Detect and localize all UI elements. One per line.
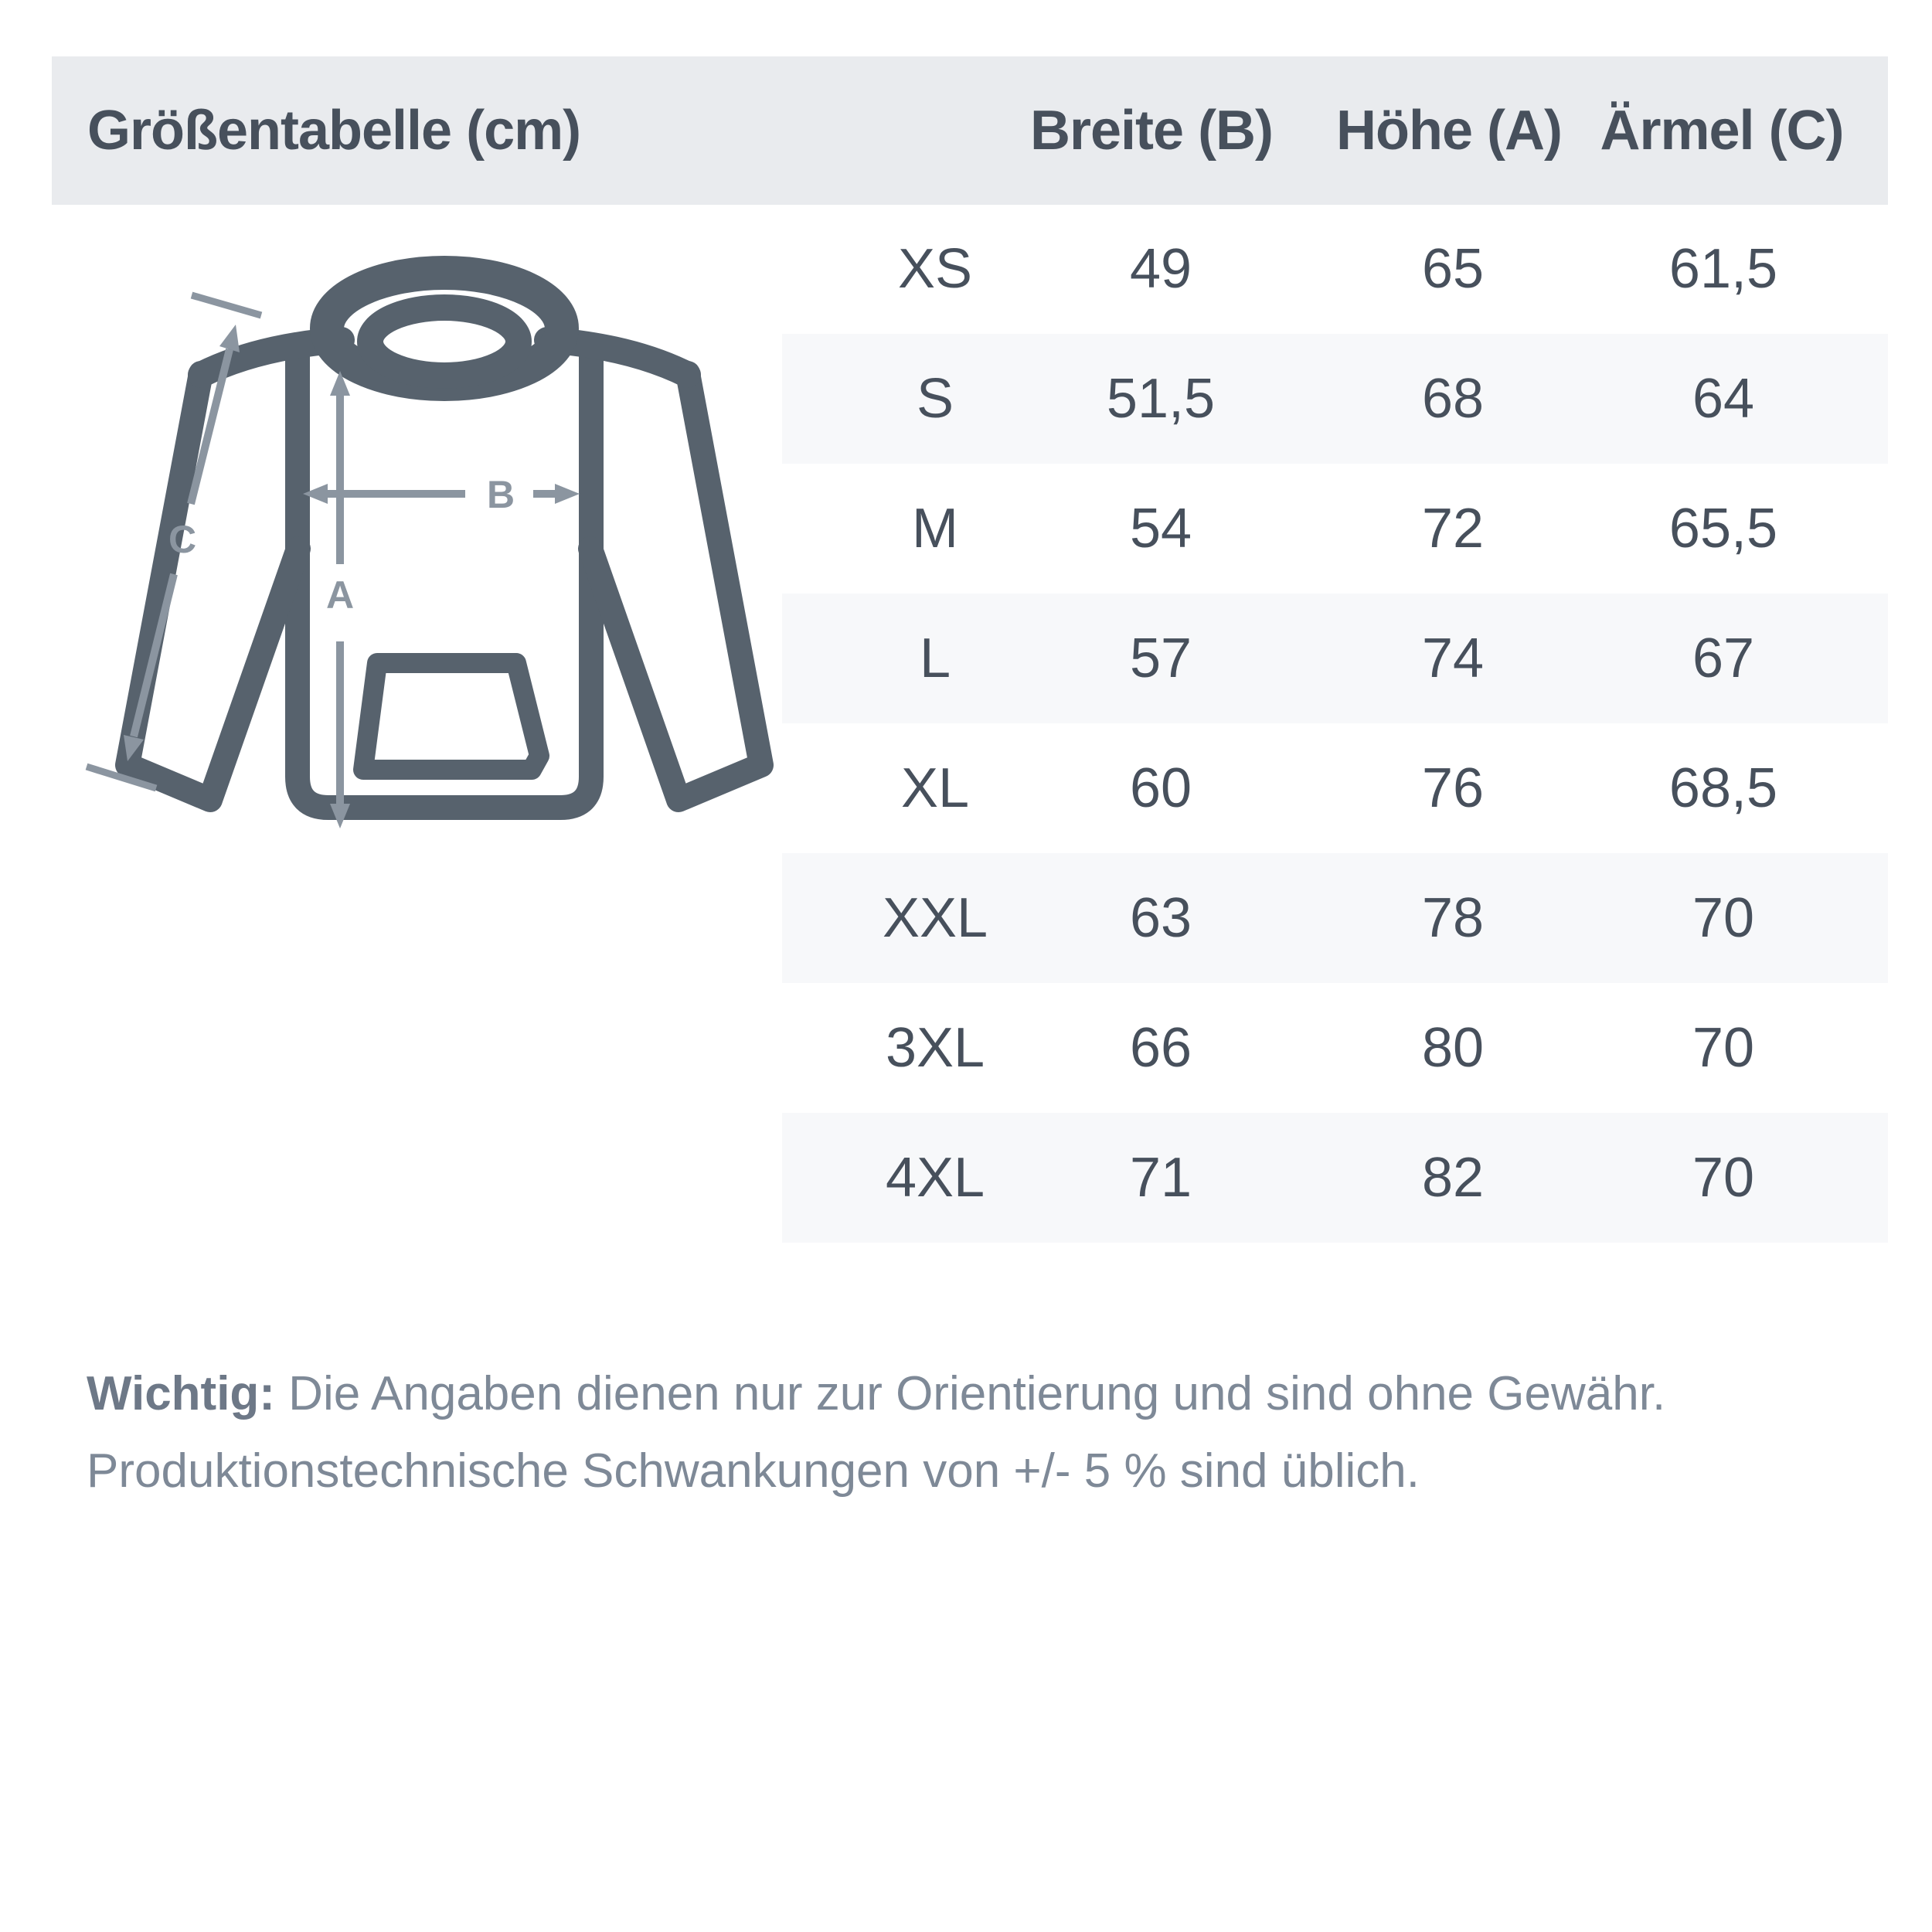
size-label: XL: [900, 757, 970, 819]
aermel-value: 70: [1692, 887, 1755, 949]
column-header-hoehe: Höhe (A): [1336, 100, 1562, 162]
dimension-label-b: B: [486, 473, 515, 516]
disclaimer-emphasis: Wichtig:: [87, 1367, 275, 1420]
table-row: [782, 723, 1888, 853]
hoehe-value: 74: [1421, 628, 1485, 689]
dimension-arrow-b: [303, 473, 580, 516]
breite-value: 54: [1129, 498, 1192, 560]
hoodie-outline: [128, 273, 761, 808]
size-label: XXL: [882, 887, 988, 949]
table-row: [782, 334, 1888, 464]
breite-value: 57: [1129, 628, 1192, 689]
table-row: [782, 1113, 1888, 1243]
aermel-value: 67: [1692, 628, 1755, 689]
hoehe-value: 65: [1421, 238, 1485, 300]
hoehe-value: 82: [1421, 1147, 1485, 1209]
table-row: [782, 853, 1888, 983]
dimension-label-c: C: [168, 518, 197, 561]
size-label: 3XL: [885, 1017, 985, 1079]
dimension-arrow-a: [326, 371, 354, 828]
size-label: M: [912, 498, 958, 560]
size-label: S: [916, 368, 954, 430]
hoehe-value: 76: [1421, 757, 1485, 819]
table-row: [782, 594, 1888, 723]
size-label: XS: [897, 238, 973, 300]
disclaimer-line2: Produktionstechnische Schwankungen von +/- 5 % sind üblich.: [87, 1444, 1420, 1498]
breite-value: 49: [1129, 238, 1192, 300]
aermel-value: 65,5: [1668, 498, 1778, 560]
table-row: [782, 983, 1888, 1113]
breite-value: 66: [1129, 1017, 1192, 1079]
aermel-value: 64: [1692, 368, 1755, 430]
hoehe-value: 72: [1421, 498, 1485, 560]
disclaimer-line1: Die Angaben dienen nur zur Orientierung und sind ohne Gewähr.: [274, 1367, 1666, 1420]
page-title: Größentabelle (cm): [87, 100, 581, 162]
column-header-breite: Breite (B): [1029, 100, 1274, 162]
hoodie-measurement-diagram: [70, 224, 804, 866]
aermel-value: 68,5: [1668, 757, 1778, 819]
size-label: 4XL: [885, 1147, 985, 1209]
table-row: [782, 204, 1888, 334]
table-row: [782, 464, 1888, 594]
aermel-value: 70: [1692, 1017, 1755, 1079]
hoehe-value: 80: [1421, 1017, 1485, 1079]
column-header-aermel: Ärmel (C): [1600, 100, 1844, 162]
aermel-value: 61,5: [1668, 238, 1778, 300]
aermel-value: 70: [1692, 1147, 1755, 1209]
breite-value: 51,5: [1106, 368, 1216, 430]
size-label: L: [919, 628, 951, 689]
breite-value: 60: [1129, 757, 1192, 819]
dimension-label-a: A: [325, 573, 355, 617]
breite-value: 63: [1129, 887, 1192, 949]
hoehe-value: 68: [1421, 368, 1485, 430]
table-header: [52, 56, 1888, 205]
disclaimer: [87, 1355, 1887, 1510]
breite-value: 71: [1129, 1147, 1192, 1209]
hoehe-value: 78: [1421, 887, 1485, 949]
size-table: [782, 204, 1888, 1243]
